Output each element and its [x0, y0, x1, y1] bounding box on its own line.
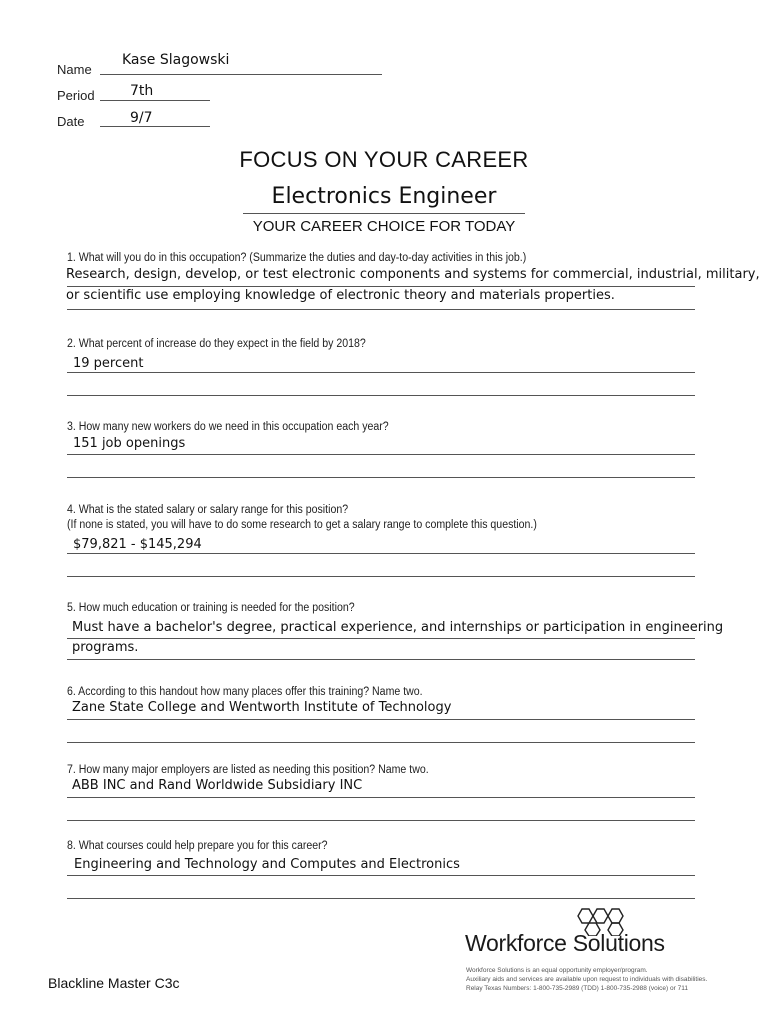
disclaimer-line-2: Auxiliary aids and services are available upon request to individuals with disabilities. [466, 976, 708, 983]
answer-line [67, 395, 695, 396]
disclaimer-line-3: Relay Texas Numbers: 1-800-735-2989 (TDD) 1-800-735-2988 (voice) or 711 [466, 985, 688, 992]
answer-line [67, 454, 695, 455]
question-5: 5. How much education or training is needed for the position? [67, 602, 355, 614]
question-3: 3. How many new workers do we need in this occupation each year? [67, 421, 389, 433]
name-value: Kase Slagowski [122, 52, 230, 68]
period-label: Period [57, 88, 95, 103]
brand-name: Workforce Solutions [465, 930, 665, 956]
answer-1-line-2: or scientific use employing knowledge of electronic theory and materials properties. [66, 288, 615, 303]
answer-line [67, 638, 695, 639]
date-label: Date [57, 114, 85, 129]
answer-line [67, 719, 695, 720]
period-value: 7th [130, 83, 154, 99]
answer-6: Zane State College and Wentworth Institute of Technology [72, 700, 452, 715]
name-label: Name [57, 62, 92, 77]
answer-8: Engineering and Technology and Computes and Electronics [74, 857, 460, 872]
career-line [243, 213, 525, 214]
answer-line [67, 797, 695, 798]
answer-line [67, 372, 695, 373]
answer-line [67, 286, 695, 287]
answer-7: ABB INC and Rand Worldwide Subsidiary INC [72, 778, 363, 793]
question-6: 6. According to this handout how many places offer this training? Name two. [67, 686, 423, 698]
answer-line [67, 898, 695, 899]
date-line [100, 126, 210, 127]
answer-3: 151 job openings [73, 436, 186, 451]
period-line [100, 100, 210, 101]
answer-1-line-1: Research, design, develop, or test electronic components and systems for commercial, industrial, military, [66, 267, 760, 282]
career-value: Electronics Engineer [271, 184, 497, 209]
career-caption: YOUR CAREER CHOICE FOR TODAY [252, 218, 516, 235]
blackline-label: Blackline Master C3c [48, 975, 180, 991]
disclaimer-line-1: Workforce Solutions is an equal opportunity employer/program. [466, 967, 648, 974]
answer-line [67, 875, 695, 876]
date-value: 9/7 [130, 110, 153, 126]
answer-5-line-2: programs. [72, 640, 139, 655]
page-title: FOCUS ON YOUR CAREER [239, 147, 529, 172]
question-2: 2. What percent of increase do they expect in the field by 2018? [67, 338, 366, 350]
answer-5-line-1: Must have a bachelor's degree, practical experience, and internships or participation in engineering [72, 620, 724, 635]
question-8: 8. What courses could help prepare you for this career? [67, 840, 328, 852]
answer-line [67, 309, 695, 310]
name-line [100, 74, 382, 75]
answer-line [67, 742, 695, 743]
question-4: 4. What is the stated salary or salary range for this position? [67, 504, 349, 516]
answer-2: 19 percent [73, 356, 144, 371]
answer-line [67, 576, 695, 577]
question-1: 1. What will you do in this occupation? (Summarize the duties and day-to-day activities in this job.) [67, 252, 527, 264]
answer-line [67, 553, 695, 554]
answer-4: $79,821 - $145,294 [73, 537, 202, 552]
answer-line [67, 477, 695, 478]
question-4-note: (If none is stated, you will have to do some research to get a salary range to complete this question.) [67, 519, 537, 531]
answer-line [67, 820, 695, 821]
question-7: 7. How many major employers are listed as needing this position? Name two. [67, 764, 429, 776]
answer-line [67, 659, 695, 660]
